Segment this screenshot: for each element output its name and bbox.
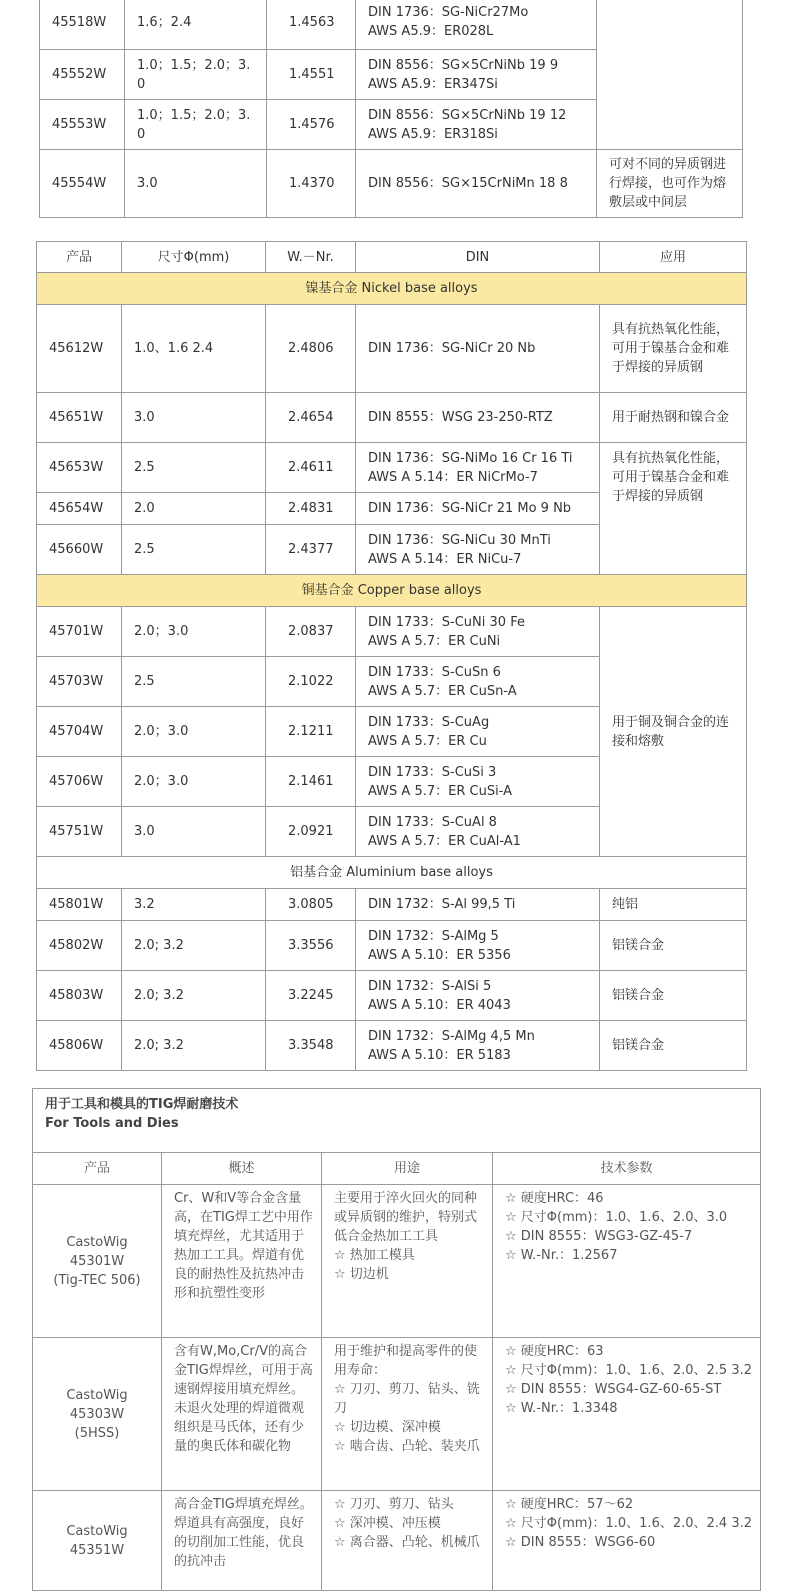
din-cell: DIN 8556：SG×5CrNiNb 19 9 AWS A5.9：ER347Si: [356, 50, 597, 100]
application-cell: 铝镁合金: [600, 1021, 747, 1071]
table-row: [37, 1021, 747, 1071]
size-cell: 2.5: [122, 657, 266, 707]
section-title: 铝基合金 Aluminium base alloys: [37, 857, 747, 889]
wnr-cell: 1.4551: [267, 50, 356, 100]
params-cell: ☆ 硬度HRC：46 ☆ 尺寸Φ(mm)：1.0、1.6、2.0、3.0 ☆ DIN 8555：WSG3-GZ-45-7 ☆ W.-Nr.：1.2567: [493, 1185, 761, 1338]
size-cell: 1.0；1.5；2.0；3.0: [125, 50, 267, 100]
din-cell: DIN 8556：SG×15CrNiMn 18 8: [356, 150, 597, 218]
din-cell: DIN 1732：S-AlSi 5 AWS A 5.10：ER 4043: [356, 971, 600, 1021]
description-cell: 高合金TIG焊填充焊丝。焊道具有高强度，良好的切削加工性能，优良的抗冲击: [162, 1491, 322, 1591]
stainless-alloys-table: [39, 0, 743, 218]
din-cell: DIN 1736：SG-NiCr 21 Mo 9 Nb: [356, 493, 600, 525]
table-row: [40, 0, 743, 50]
application-cell: 用于铜及铜合金的连接和熔敷: [600, 607, 747, 857]
header-din: DIN: [356, 242, 600, 273]
application-cell: [597, 0, 743, 150]
header-product: 产品: [37, 242, 122, 273]
header-wnr: W.－Nr.: [266, 242, 356, 273]
table-title: [33, 1089, 761, 1153]
size-cell: 2.0: [122, 493, 266, 525]
wnr-cell: 2.0921: [266, 807, 356, 857]
size-cell: 2.0; 3.2: [122, 1021, 266, 1071]
product-code: 45554W: [40, 150, 125, 218]
product-code: 45653W: [37, 443, 122, 493]
section-row-copper: [37, 575, 747, 607]
header-size: 尺寸Φ(mm): [122, 242, 266, 273]
title-en: For Tools and Dies: [45, 1116, 179, 1131]
size-cell: 2.0；3.0: [122, 607, 266, 657]
product-cell: CastoWig 45303W (5HSS): [33, 1338, 162, 1491]
din-cell: DIN 1732：S-Al 99,5 Ti: [356, 889, 600, 921]
application-cell: 具有抗热氧化性能，可用于镍基合金和难于焊接的异质钢: [600, 443, 747, 575]
product-code: 45552W: [40, 50, 125, 100]
application-cell: 具有抗热氧化性能，可用于镍基合金和难于焊接的异质钢: [600, 305, 747, 393]
wnr-cell: 3.2245: [266, 971, 356, 1021]
header-row: [37, 242, 747, 273]
wnr-cell: 2.4377: [266, 525, 356, 575]
product-code: 45518W: [40, 0, 125, 50]
table-row: [37, 393, 747, 443]
din-cell: DIN 1733：S-CuAl 8 AWS A 5.7：ER CuAl-A1: [356, 807, 600, 857]
params-cell: ☆ 硬度HRC：57～62 ☆ 尺寸Φ(mm)：1.0、1.6、2.0、2.4 3.2 ☆ DIN 8555：WSG6-60: [493, 1491, 761, 1591]
table-row: [37, 305, 747, 393]
product-cell: CastoWig 45301W (Tig-TEC 506): [33, 1185, 162, 1338]
wnr-cell: 2.1461: [266, 757, 356, 807]
size-cell: 1.6；2.4: [125, 0, 267, 50]
use-cell: ☆ 刀刃、剪刀、钻头 ☆ 深冲模、冲压模 ☆ 离合器、凸轮、机械爪: [322, 1491, 493, 1591]
header-row: [33, 1153, 761, 1185]
table-row: [37, 971, 747, 1021]
size-cell: 1.0；1.5；2.0；3.0: [125, 100, 267, 150]
size-cell: 1.0、1.6 2.4: [122, 305, 266, 393]
table-row: [37, 443, 747, 493]
product-code: 45651W: [37, 393, 122, 443]
section-row-aluminium: [37, 857, 747, 889]
din-cell: DIN 1736：SG-NiCu 30 MnTi AWS A 5.14：ER NiCu-7: [356, 525, 600, 575]
table-row: [33, 1185, 761, 1338]
din-cell: DIN 1733：S-CuNi 30 Fe AWS A 5.7：ER CuNi: [356, 607, 600, 657]
wnr-cell: 3.0805: [266, 889, 356, 921]
din-cell: DIN 1733：S-CuAg AWS A 5.7：ER Cu: [356, 707, 600, 757]
size-cell: 3.0: [122, 393, 266, 443]
size-cell: 2.0; 3.2: [122, 971, 266, 1021]
product-code: 45660W: [37, 525, 122, 575]
description-cell: 含有W,Mo,Cr/V的高合金TIG焊焊丝，可用于高速钢焊接用填充焊丝。未退火处理的焊道微观组织是马氏体，还有少量的奥氏体和碳化物: [162, 1338, 322, 1491]
size-cell: 2.5: [122, 443, 266, 493]
product-cell: CastoWig 45351W: [33, 1491, 162, 1591]
wnr-cell: 3.3548: [266, 1021, 356, 1071]
table-row: [33, 1338, 761, 1491]
product-code: 45751W: [37, 807, 122, 857]
din-cell: DIN 8555：WSG 23-250-RTZ: [356, 393, 600, 443]
table-title-row: [33, 1089, 761, 1153]
table-row: [33, 1491, 761, 1591]
product-code: 45553W: [40, 100, 125, 150]
product-code: 45806W: [37, 1021, 122, 1071]
use-cell: 主要用于淬火回火的同种或异质钢的维护，特别式低合金热加工工具 ☆ 热加工模具 ☆ 切边机: [322, 1185, 493, 1338]
din-cell: DIN 1733：S-CuSn 6 AWS A 5.7：ER CuSn-A: [356, 657, 600, 707]
din-cell: DIN 1736：SG-NiMo 16 Cr 16 Ti AWS A 5.14：ER NiCrMo-7: [356, 443, 600, 493]
title-cn: 用于工具和模具的TIG焊耐磨技术: [45, 1097, 239, 1112]
size-cell: 2.5: [122, 525, 266, 575]
wnr-cell: 2.4831: [266, 493, 356, 525]
table-row: [40, 150, 743, 218]
params-cell: ☆ 硬度HRC：63 ☆ 尺寸Φ(mm)：1.0、1.6、2.0、2.5 3.2 ☆ DIN 8555：WSG4-GZ-60-65-ST ☆ W.-Nr.：1.3348: [493, 1338, 761, 1491]
header-params: 技术参数: [493, 1153, 761, 1185]
section-title: 铜基合金 Copper base alloys: [37, 575, 747, 607]
product-code: 45801W: [37, 889, 122, 921]
application-cell: 可对不同的异质钢进行焊接，也可作为熔敷层或中间层: [597, 150, 743, 218]
product-code: 45802W: [37, 921, 122, 971]
product-code: 45612W: [37, 305, 122, 393]
header-product: 产品: [33, 1153, 162, 1185]
size-cell: 3.0: [125, 150, 267, 218]
product-code: 45703W: [37, 657, 122, 707]
din-cell: DIN 8556：SG×5CrNiNb 19 12 AWS A5.9：ER318Si: [356, 100, 597, 150]
size-cell: 2.0; 3.2: [122, 921, 266, 971]
din-cell: DIN 1733：S-CuSi 3 AWS A 5.7：ER CuSi-A: [356, 757, 600, 807]
description-cell: Cr、W和V等合金含量高，在TIG焊工艺中用作填充焊丝，尤其适用于热加工工具。焊道有优良的耐热性及抗热冲击形和抗塑性变形: [162, 1185, 322, 1338]
wnr-cell: 3.3556: [266, 921, 356, 971]
table-row: [37, 921, 747, 971]
product-code: 45706W: [37, 757, 122, 807]
wnr-cell: 2.1022: [266, 657, 356, 707]
size-cell: 3.0: [122, 807, 266, 857]
product-code: 45803W: [37, 971, 122, 1021]
product-code: 45654W: [37, 493, 122, 525]
tools-dies-table: [32, 1088, 761, 1591]
product-code: 45701W: [37, 607, 122, 657]
application-cell: 铝镁合金: [600, 921, 747, 971]
table-row: [37, 889, 747, 921]
product-code: 45704W: [37, 707, 122, 757]
size-cell: 2.0；3.0: [122, 707, 266, 757]
alloys-table: [36, 241, 747, 1071]
section-title: 镍基合金 Nickel base alloys: [37, 273, 747, 305]
header-description: 概述: [162, 1153, 322, 1185]
wnr-cell: 2.1211: [266, 707, 356, 757]
header-application: 应用: [600, 242, 747, 273]
application-cell: 铝镁合金: [600, 971, 747, 1021]
din-cell: DIN 1732：S-AlMg 5 AWS A 5.10：ER 5356: [356, 921, 600, 971]
din-cell: DIN 1736：SG-NiCr27Mo AWS A5.9：ER028L: [356, 0, 597, 50]
din-cell: DIN 1736：SG-NiCr 20 Nb: [356, 305, 600, 393]
din-cell: DIN 1732：S-AlMg 4,5 Mn AWS A 5.10：ER 5183: [356, 1021, 600, 1071]
application-cell: 用于耐热钢和镍合金: [600, 393, 747, 443]
wnr-cell: 2.4611: [266, 443, 356, 493]
wnr-cell: 2.0837: [266, 607, 356, 657]
wnr-cell: 1.4576: [267, 100, 356, 150]
wnr-cell: 2.4654: [266, 393, 356, 443]
size-cell: 3.2: [122, 889, 266, 921]
section-row-nickel: [37, 273, 747, 305]
wnr-cell: 1.4563: [267, 0, 356, 50]
wnr-cell: 1.4370: [267, 150, 356, 218]
application-cell: 纯铝: [600, 889, 747, 921]
wnr-cell: 2.4806: [266, 305, 356, 393]
header-use: 用途: [322, 1153, 493, 1185]
table-row: [37, 607, 747, 657]
size-cell: 2.0；3.0: [122, 757, 266, 807]
use-cell: 用于维护和提高零件的使用寿命： ☆ 刀刃、剪刀、钻头、铣刀 ☆ 切边模、深冲模 ☆ 啮合齿、凸轮、装夹爪: [322, 1338, 493, 1491]
